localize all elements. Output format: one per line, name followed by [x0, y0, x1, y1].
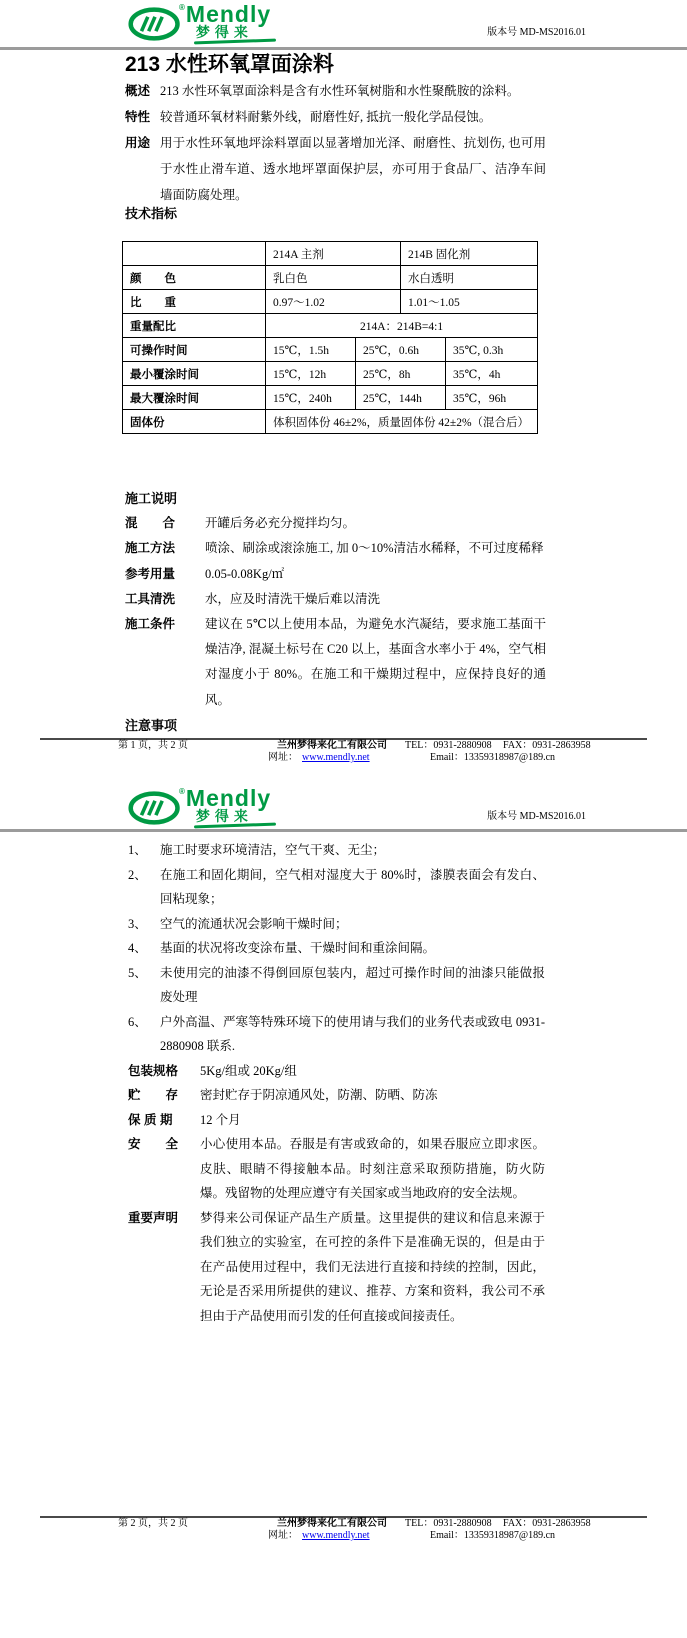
note-text: 未使用完的油漆不得倒回原包装内，超过可操作时间的油漆只能做报废处理: [160, 965, 545, 1004]
mendly-logo-icon: [127, 790, 183, 826]
storage-label: 贮 存: [128, 1088, 179, 1102]
construction-section: [125, 486, 546, 738]
cell-solids-label: 固体份: [123, 410, 266, 434]
note-text: 基面的状况将改变涂布量、干燥时间和重涂间隔。: [160, 941, 436, 955]
method-text: 喷涂、刷涂或滚涂施工, 加 0～10%清洁水稀释，不可过度稀释: [205, 541, 544, 556]
logo-brand-en: Mendly: [185, 1, 272, 27]
condition-row: [125, 612, 546, 713]
website-link[interactable]: www.mendly.net: [302, 1530, 370, 1541]
tool-clean-row: [125, 587, 546, 612]
registered-mark-icon: ®: [179, 787, 185, 796]
cell-pot-35: 35℃, 0.3h: [446, 338, 538, 362]
safety-text: 小心使用本品。吞服是有害或致命的，如果吞服应立即求医。皮肤、眼睛不得接触本品。时刻注意采取预防措施，防火防爆。残留物的处理应遵守有关国家或当地政府的安全法规。: [200, 1137, 545, 1200]
note-item-3: [128, 912, 545, 937]
shelf-life-row: [128, 1108, 545, 1133]
table-row-min-recoat: [123, 362, 538, 386]
method-label: 施工方法: [125, 541, 176, 556]
page1-footer: [40, 738, 647, 764]
feature-text: 较普通环氧材料耐紫外线，耐磨性好, 抵抗一般化学品侵蚀。: [160, 110, 492, 124]
note-number: 2、: [128, 867, 147, 882]
company-name: 兰州梦得来化工有限公司: [277, 1518, 387, 1529]
cell-ratio-value: 214A：214B=4:1: [266, 314, 538, 338]
overview-text: 213 水性环氧罩面涂料是含有水性环氧树脂和水性聚酰胺的涂料。: [160, 84, 520, 98]
note-item-6: [128, 1010, 545, 1059]
version-label-page2: 版本号 MD-MS2016.01: [487, 811, 586, 822]
cell-max-35: 35℃，96h: [446, 386, 538, 410]
note-number: 6、: [128, 1014, 147, 1029]
page1-footer-line2: [40, 752, 647, 764]
mix-text: 开罐后务必充分搅拌均匀。: [205, 516, 356, 531]
mendly-logo: [127, 1, 276, 46]
shelf-life-text: 12 个月: [200, 1112, 241, 1127]
logo-brand-cn: 梦得来: [195, 24, 253, 40]
shelf-life-label: 保 质 期: [128, 1112, 173, 1127]
tool-clean-label: 工具清洗: [125, 591, 176, 606]
company-fax: FAX：0931-2863958: [503, 740, 591, 751]
website-link[interactable]: www.mendly.net: [302, 752, 370, 763]
cell-color-b: 水白透明: [401, 266, 538, 290]
cell-pot-15: 15℃，1.5h: [266, 338, 356, 362]
cell-max-label: 最大覆涂时间: [123, 386, 266, 410]
construction-heading: 施工说明: [125, 491, 178, 506]
cell-max-15: 15℃，240h: [266, 386, 356, 410]
page2-header-rule: [0, 829, 687, 832]
mendly-logo-page2: [127, 785, 276, 830]
usage-text: 用于水性环氧地坪涂料罩面以显著增加光泽、耐磨性、抗划伤, 也可用于水性止滑车道、透水地坪罩面保护层，亦可用于食品厂、洁净车间墙面防腐处理。: [160, 136, 546, 202]
table-row-solids: [123, 410, 538, 434]
cell-color-label: 颜 色: [123, 266, 266, 290]
page2-number: 第 2 页，共 2 页: [118, 1518, 188, 1529]
feature-row: [125, 104, 546, 130]
usage-label: 用途: [125, 136, 151, 150]
intro-section: [125, 78, 546, 208]
cell-min-label: 最小覆涂时间: [123, 362, 266, 386]
cell-ratio-label: 重量配比: [123, 314, 266, 338]
registered-mark-icon: ®: [179, 3, 185, 12]
table-row-potlife: [123, 338, 538, 362]
dosage-label: 参考用量: [125, 566, 176, 581]
note-text: 空气的流通状况会影响干燥时间；: [160, 916, 348, 931]
mix-row: [125, 511, 546, 536]
tech-spec-table: [122, 241, 538, 434]
page2-content: [128, 838, 545, 1328]
cell-pot-25: 25℃，0.6h: [356, 338, 446, 362]
company-tel: TEL：0931-2880908: [405, 740, 492, 751]
condition-text: 建议在 5℃以上使用本品，为避免水汽凝结，要求施工基面干燥洁净, 混凝土标号在 C20 以上，基面含水率小于 4%，空气相对湿度小于 80%。在施工和干燥期过程中，应保持良好的通风。: [205, 617, 546, 707]
page1-header-rule: [0, 47, 687, 50]
logo-brand-en: Mendly: [185, 785, 272, 811]
safety-label: 安 全: [128, 1137, 179, 1151]
company-email: Email：13359318987@189.cn: [430, 752, 556, 763]
note-text: 户外高温、严寒等特殊环境下的使用请与我们的业务代表或致电 0931-2880908 联系.: [160, 1014, 545, 1053]
feature-label: 特性: [125, 110, 151, 124]
page2-footer: [40, 1516, 647, 1542]
cell-pot-label: 可操作时间: [123, 338, 266, 362]
cell-min-25: 25℃，8h: [356, 362, 446, 386]
cell-color-a: 乳白色: [266, 266, 401, 290]
company-tel: TEL：0931-2880908: [405, 1518, 492, 1529]
note-text: 在施工和固化期间，空气相对湿度大于 80%时，漆膜表面会有发白、回粘现象；: [160, 867, 545, 906]
note-text: 施工时要求环境清洁，空气干爽、无尘；: [160, 843, 386, 857]
disclaimer-row: [128, 1206, 545, 1329]
company-name: 兰州梦得来化工有限公司: [277, 740, 387, 751]
cell-main-agent: 214A 主剂: [266, 242, 401, 266]
table-row-ratio: [123, 314, 538, 338]
cell-solids-value: 体积固体份 46±2%，质量固体份 42±2%（混合后）: [266, 410, 538, 434]
storage-row: [128, 1083, 545, 1108]
page2-footer-line2: [40, 1530, 647, 1542]
website-label: 网址：: [268, 752, 298, 763]
note-number: 5、: [128, 965, 147, 980]
tech-heading: 技术指标: [125, 206, 178, 221]
product-title: 213 水性环氧罩面涂料: [125, 53, 334, 76]
cell-sg-b: 1.01～1.05: [401, 290, 538, 314]
table-row-header: [123, 242, 538, 266]
packing-text: 5Kg/组或 20Kg/组: [200, 1063, 297, 1078]
cell-sg-a: 0.97～1.02: [266, 290, 401, 314]
logo-text: [185, 1, 276, 43]
dosage-row: [125, 562, 546, 587]
website-label: 网址：: [268, 1530, 298, 1541]
note-item-5: [128, 961, 545, 1010]
logo-text: [185, 785, 276, 827]
cell-hardener: 214B 固化剂: [401, 242, 538, 266]
table-row-color: [123, 266, 538, 290]
note-number: 3、: [128, 916, 147, 931]
page2-footer-line1: [40, 1518, 647, 1530]
note-number: 1、: [128, 843, 147, 857]
tool-clean-text: 水，应及时清洗干燥后难以清洗: [205, 591, 381, 606]
disclaimer-label: 重要声明: [128, 1210, 179, 1225]
method-row: [125, 536, 546, 561]
dosage-text: 0.05-0.08Kg/㎡: [205, 566, 285, 581]
packing-label: 包装规格: [128, 1063, 179, 1078]
storage-text: 密封贮存于阴凉通风处，防潮、防晒、防冻: [200, 1088, 438, 1102]
packing-row: [128, 1059, 545, 1084]
safety-row: [128, 1132, 545, 1206]
disclaimer-text: 梦得来公司保证产品生产质量。这里提供的建议和信息来源于我们独立的实验室，在可控的条件下是准确无误的，但是由于在产品使用过程中，我们无法进行直接和持续的控制，因此，无论是否采用所提供的建议、推荐、方案和资料，我公司不承担由于产品使用而引发的任何直接或间接责任。: [200, 1210, 545, 1323]
usage-row: [125, 130, 546, 208]
note-item-1: [128, 838, 545, 863]
note-item-4: [128, 936, 545, 961]
mix-label: 混 合: [125, 516, 176, 531]
company-email: Email：13359318987@189.cn: [430, 1530, 556, 1541]
overview-row: [125, 78, 546, 104]
condition-label: 施工条件: [125, 617, 176, 632]
cell-min-35: 35℃，4h: [446, 362, 538, 386]
table-row-gravity: [123, 290, 538, 314]
logo-brand-cn: 梦得来: [195, 808, 253, 824]
mendly-logo-icon: [127, 6, 183, 42]
note-item-2: [128, 863, 545, 912]
page1-footer-line1: [40, 740, 647, 752]
page1-number: 第 1 页，共 2 页: [118, 740, 188, 751]
cell-sg-label: 比 重: [123, 290, 266, 314]
cell-empty: [123, 242, 266, 266]
company-fax: FAX：0931-2863958: [503, 1518, 591, 1529]
cell-max-25: 25℃，144h: [356, 386, 446, 410]
overview-label: 概述: [125, 84, 151, 98]
table-row-max-recoat: [123, 386, 538, 410]
cell-min-15: 15℃，12h: [266, 362, 356, 386]
note-number: 4、: [128, 941, 147, 955]
notes-heading: 注意事项: [125, 717, 178, 733]
version-label: 版本号 MD-MS2016.01: [487, 27, 586, 38]
